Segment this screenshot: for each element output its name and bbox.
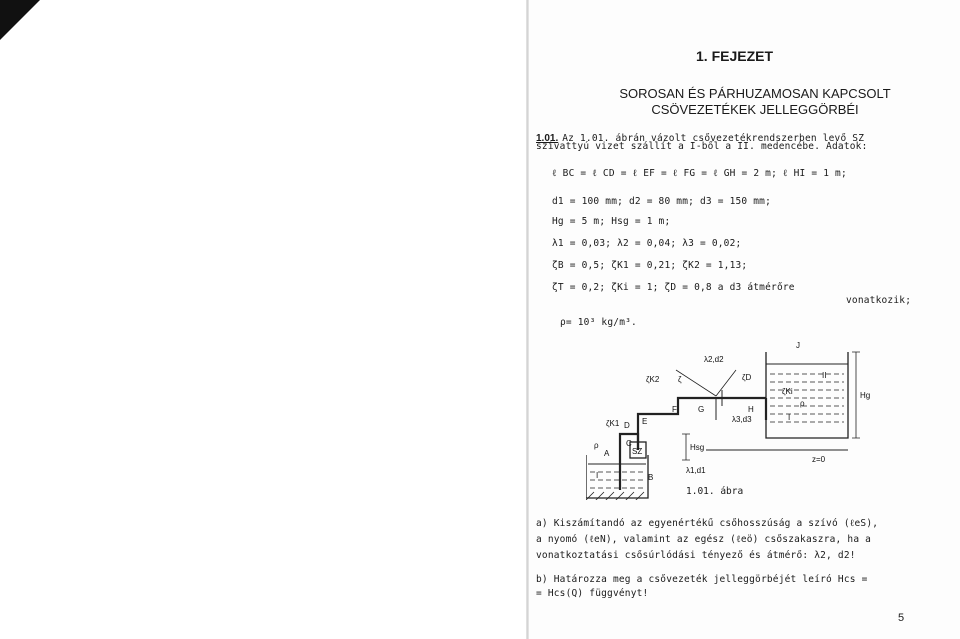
leader-lines [676,370,736,396]
label-zeta-k2: ζK2 [646,375,660,384]
hsg-dimension [682,434,690,460]
upper-tank-outline [766,352,848,438]
page-number: 5 [898,612,905,624]
question-a-line-2: a nyomó (ℓeN), valamint az egész (ℓeö) csőszakaszra, ha a [536,534,872,545]
upper-tank-hatching [770,374,844,422]
question-a-line-1: a) Kiszámítandó az egyenértékű csőhosszúság a szívó (ℓeS), [536,518,879,529]
data-line-loss-2-cont: vonatkozik; [846,295,912,306]
label-lambda3-d3: λ3,d3 [732,415,752,424]
question-b-line-2: = Hcs(Q) függvényt! [536,588,649,599]
label-e: E [642,417,648,426]
label-zeta-d: ζD [742,373,752,382]
label-rho-left: ρ [594,441,599,450]
data-line-lengths: ℓ BC = ℓ CD = ℓ EF = ℓ FG = ℓ GH = 2 m; ℓ HI = 1 m; [552,168,847,179]
section-title-line-1: SOROSAN ÉS PÁRHUZAMOSAN KAPCSOLT [619,86,891,101]
ground-hatch [586,492,648,500]
data-line-diameters: d1 = 100 mm; d2 = 80 mm; d3 = 150 mm; [552,196,772,207]
data-line-density: ρ= 10³ kg/m³. [560,317,637,328]
figure-caption: 1.01. ábra [686,486,744,497]
data-line-loss-2: ζT = 0,2; ζKi = 1; ζD = 0,8 a d3 átmérőre [552,282,795,293]
data-line-loss-1: ζB = 0,5; ζK1 = 0,21; ζK2 = 1,13; [552,260,748,271]
label-zeta-ki: ζKi [782,387,793,396]
label-h: H [748,405,754,414]
label-z0: z=0 [812,455,826,464]
label-c: C [626,439,632,448]
label-f: F [672,405,677,414]
exercise-number: 1.01. [536,133,559,144]
data-line-heights: Hg = 5 m; Hsg = 1 m; [552,216,671,227]
chapter-heading: 1. FEJEZET [696,48,774,64]
label-tank-1: I [596,471,599,480]
label-sz: SZ [632,447,643,456]
label-zeta-k1: ζK1 [606,419,620,428]
label-rho-right: ρ [800,399,805,408]
label-i: I [788,413,791,422]
section-title-line-2: CSÖVEZETÉKEK JELLEGGÖRBÉI [651,102,859,117]
label-a: A [604,449,610,458]
question-b-line-1: b) Határozza meg a csővezeték jelleggörbéjét leíró Hcs = [536,574,868,585]
hg-dimension [852,352,860,438]
exercise-intro-line-2: szivattyú vizet szállít a I-ből a II. medencébe. Adatok: [536,141,868,152]
piping-system-figure [586,330,876,500]
label-d: D [624,421,630,430]
label-lambda1-d1: λ1,d1 [686,466,706,475]
label-zeta: ζ [678,375,682,384]
label-lambda2-d2: λ2,d2 [704,355,724,364]
data-line-friction: λ1 = 0,03; λ2 = 0,04; λ3 = 0,02; [552,238,742,249]
question-a-line-3: vonatkoztatási csősúrlódási tényező és átmérő: λ2, d2! [536,550,856,561]
scan-corner-shadow [0,0,40,40]
label-tank-2: II [822,371,827,380]
label-g: G [698,405,705,414]
label-b: B [648,473,654,482]
exercise-intro-line-1: Az 1.01. ábrán vázolt csővezetékrendszerben levő SZ [562,133,865,144]
label-j: J [796,341,800,350]
label-hsg: Hsg [690,443,705,452]
label-hg: Hg [860,391,871,400]
